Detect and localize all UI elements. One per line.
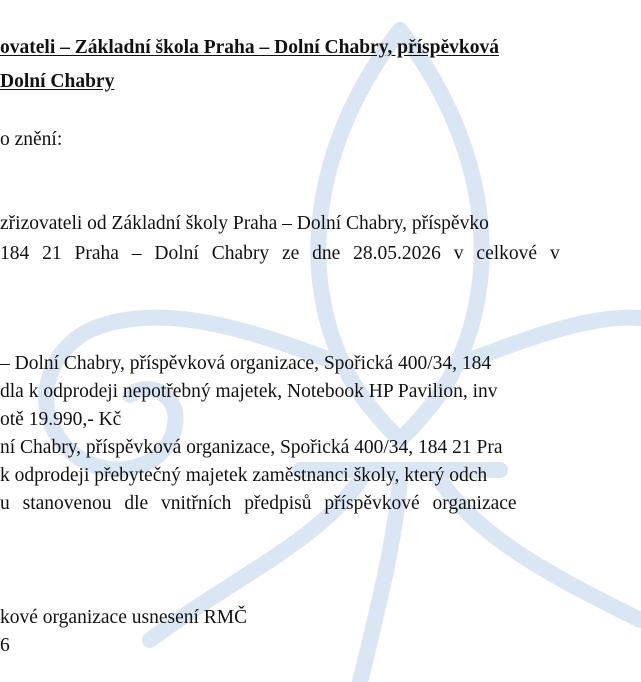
paragraph-3-line-2: k odprodeji přebytečný majetek zaměstnanci školy, který odch: [0, 465, 488, 486]
paragraph-2-line-2: dla k odprodeji nepotřebný majetek, Notebook HP Pavilion, inv: [0, 381, 498, 402]
paragraph-1-line-2: 184 21 Praha – Dolní Chabry ze dne 28.05.2026 v celkové v: [0, 243, 560, 264]
footer-line-1: kové organizace usnesení RMČ: [0, 607, 248, 628]
footer-line-2: 6: [0, 635, 10, 656]
paragraph-2-line-3: otě 19.990,- Kč: [0, 409, 122, 430]
paragraph-3-line-3: u stanovenou dle vnitřních předpisů příspěvkové organizace: [0, 493, 517, 514]
paragraph-2-line-1: – Dolní Chabry, příspěvková organizace, Spořická 400/34, 184: [0, 353, 492, 374]
resolution-heading-line-1: ovateli – Základní škola Praha – Dolní Chabry, příspěvková: [0, 37, 499, 58]
paragraph-3-line-1: ní Chabry, příspěvková organizace, Spořická 400/34, 184 21 Pra: [0, 437, 503, 458]
paragraph-1-line-1: zřizovateli od Základní školy Praha – Dolní Chabry, příspěvko: [0, 213, 489, 234]
resolution-heading-line-2: Dolní Chabry: [0, 71, 115, 92]
intro-text: o znění:: [0, 129, 63, 150]
